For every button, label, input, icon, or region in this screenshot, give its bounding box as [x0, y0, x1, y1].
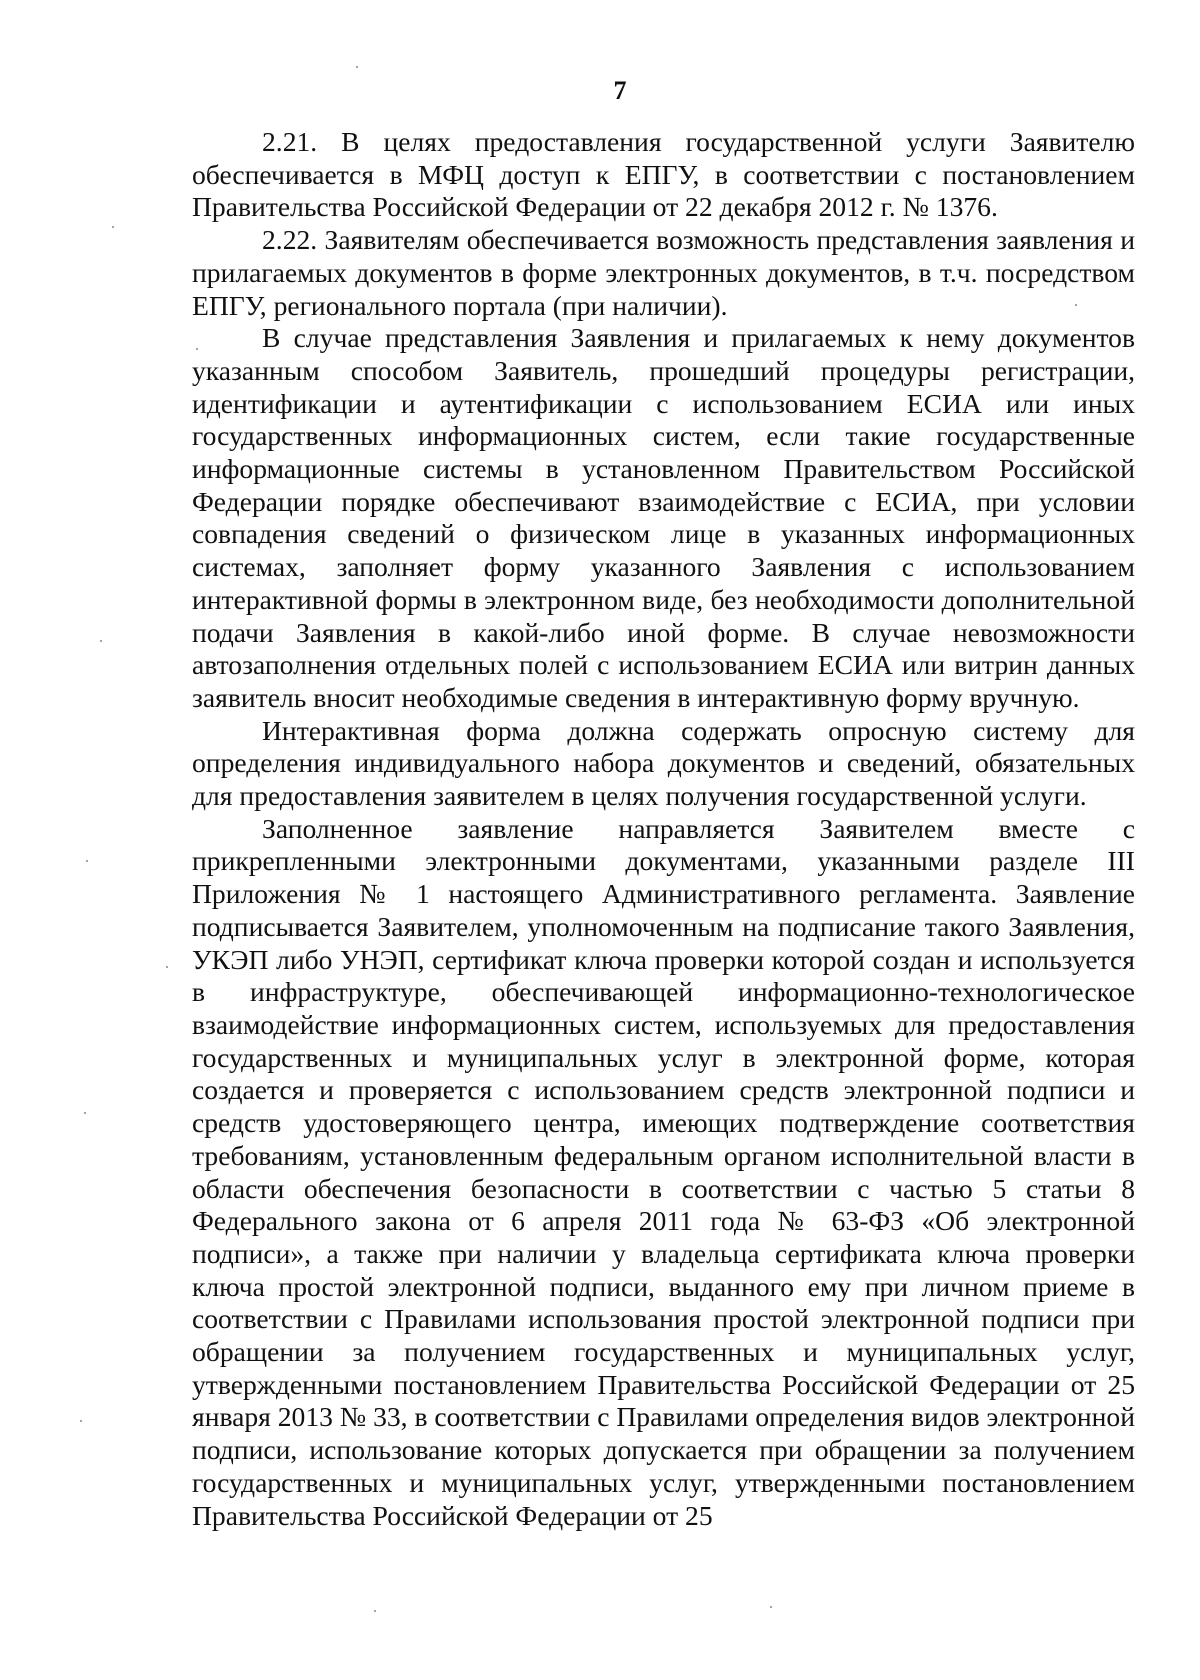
scan-speck [196, 348, 198, 350]
scan-speck [80, 1420, 82, 1422]
document-body [192, 126, 1135, 1532]
scan-speck [1075, 304, 1077, 306]
scan-speck [112, 226, 114, 228]
scan-speck [356, 66, 358, 68]
paragraph-signature-requirements: Заполненное заявление направляется Заявителем вместе с прикрепленными электронными документами, указанными разделе III Приложения № 1 настоящего Административного регламента. Заявление подписывается Заявителем, уполномоченным на подписание такого Заявления, УКЭП либо УНЭП, сертификат ключа проверки которой создан и используется в инфраструктуре, обеспечивающей информационно-технологическое взаимодействие информационных систем, используемых для предоставления государственных и муниципальных услуг в электронной форме, которая создается и проверяется с использованием средств электронной подписи и средств удостоверяющего центра, имеющих подтверждение соответствия требованиям, установленным федеральным органом исполнительной власти в области обеспечения безопасности в соответствии с частью 5 статьи 8 Федерального закона от 6 апреля 2011 года № 63-ФЗ «Об электронной подписи», а также при наличии у владельца сертификата ключа проверки ключа простой электронной подписи, выданного ему при личном приеме в соответствии с Правилами использования простой электронной подписи при обращении за получением государственных и муниципальных услуг, утвержденными постановлением Правительства Российской Федерации от 25 января 2013 № 33, в соответствии с Правилами определения видов электронной подписи, использование которых допускается при обращении за получением государственных и муниципальных услуг, утвержденными постановлением Правительства Российской Федерации от 25 [192, 812, 1135, 1531]
paragraph-electronic-submission: В случае представления Заявления и прилагаемых к нему документов указанным способом Заявитель, прошедший процедуры регистрации, идентификации и аутентификации с использованием ЕСИА или иных государственных информационных систем, если такие государственные информационные системы в установленном Правительством Российской Федерации порядке обеспечивают взаимодействие с ЕСИА, при условии совпадения сведений о физическом лице в указанных информационных системах, заполняет форму указанного Заявления с использованием интерактивной формы в электронном виде, без необходимости дополнительной подачи Заявления в какой-либо иной форме. В случае невозможности автозаполнения отдельных полей с использованием ЕСИА или витрин данных заявитель вносит необходимые сведения в интерактивную форму вручную. [192, 322, 1135, 713]
page-number: 7 [613, 76, 627, 105]
scan-speck [84, 1112, 86, 1114]
paragraph-2-22: 2.22. Заявителям обеспечивается возможность представления заявления и прилагаемых документов в форме электронных документов, в т.ч. посредством ЕПГУ, регионального портала (при наличии). [192, 224, 1135, 321]
scan-speck [374, 1610, 376, 1612]
paragraph-2-21: 2.21. В целях предоставления государственной услуги Заявителю обеспечивается в МФЦ доступ к ЕПГУ, в соответствии с постановлением Правительства Российской Федерации от 22 декабря 2012 г. № 1376. [192, 126, 1135, 223]
scan-speck [100, 640, 102, 642]
scan-speck [86, 860, 88, 862]
paragraph-interactive-form: Интерактивная форма должна содержать опросную систему для определения индивидуального набора документов и сведений, обязательных для предоставления заявителем в целях получения государственной услуги. [192, 714, 1135, 812]
scan-speck [770, 1606, 772, 1608]
scan-speck [166, 966, 168, 968]
